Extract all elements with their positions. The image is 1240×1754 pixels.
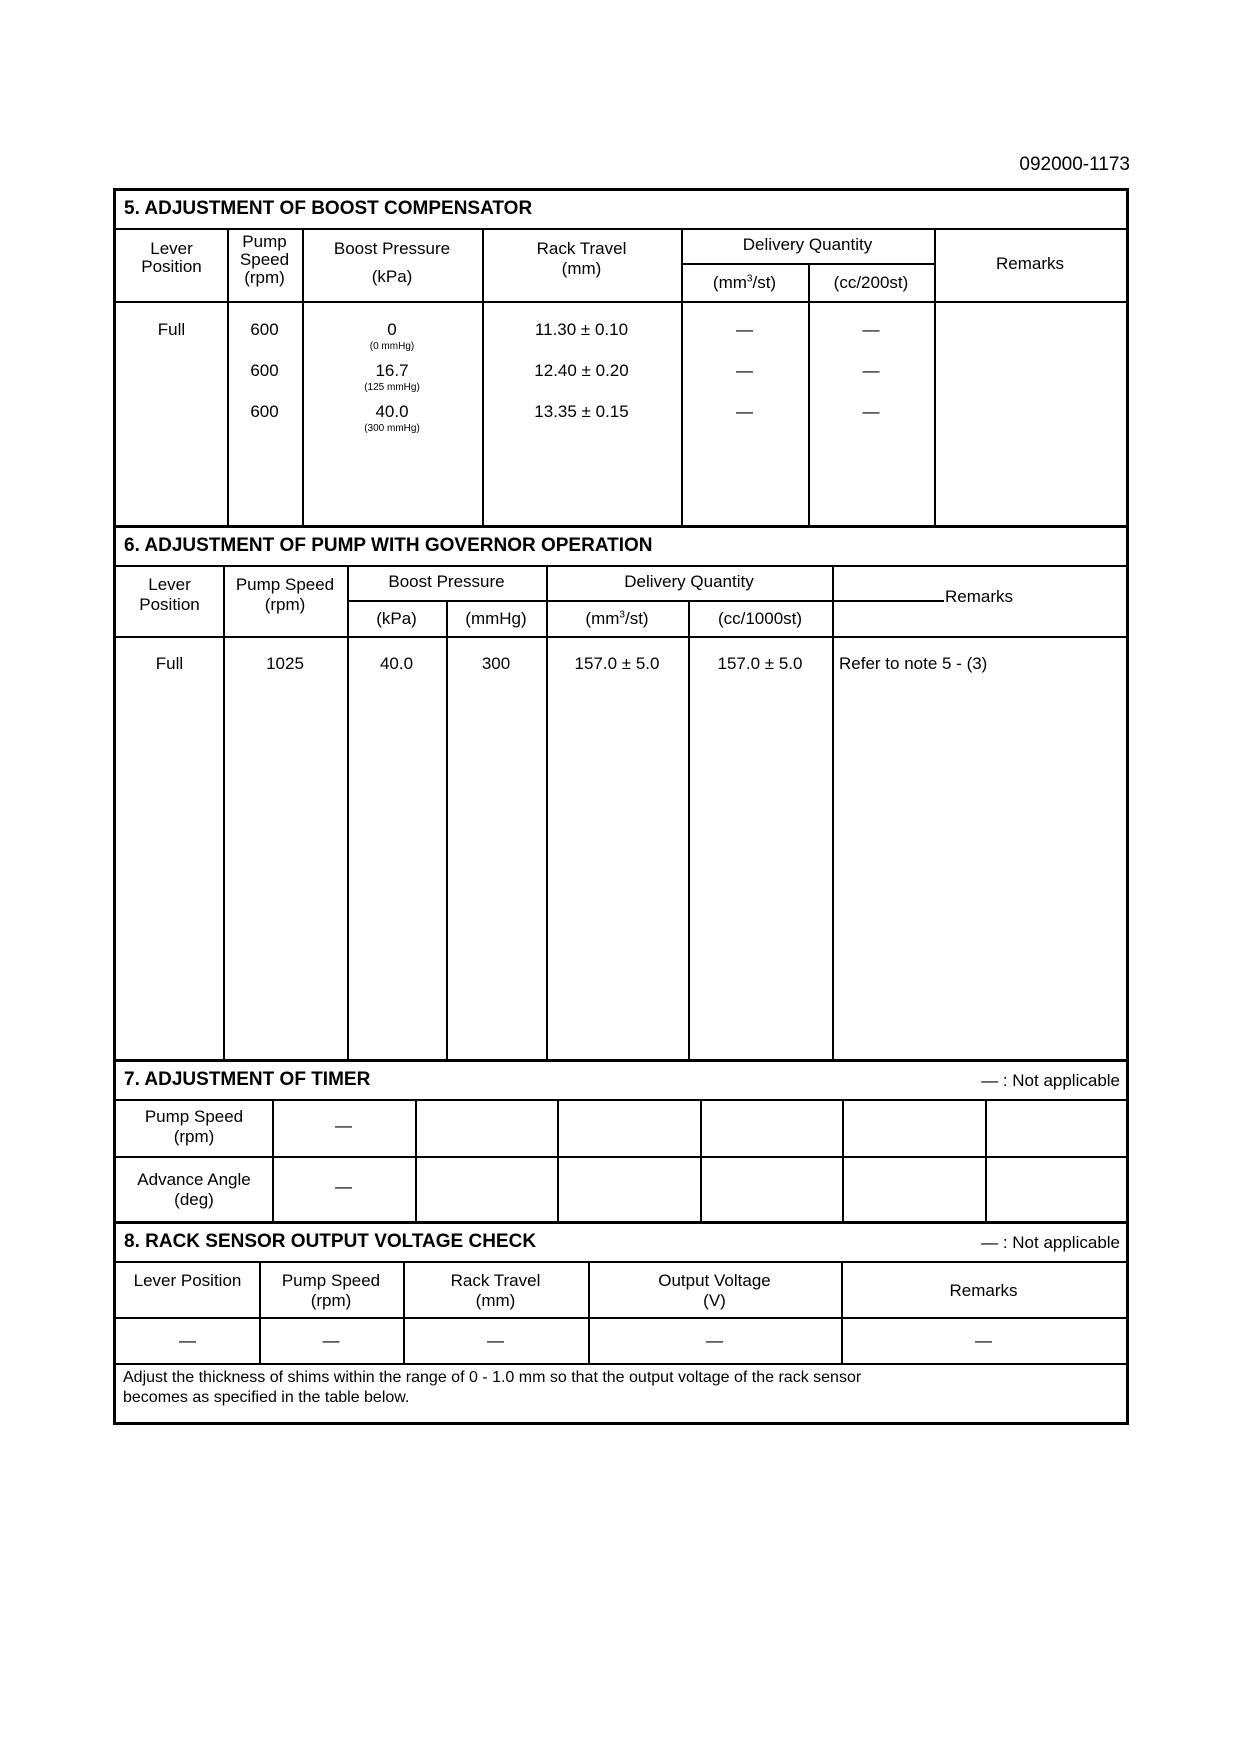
divider [832, 565, 834, 1059]
cell-pump-speed: — [322, 1331, 340, 1350]
header-delivery-quantity: Delivery Quantity [742, 235, 873, 254]
divider [415, 1099, 417, 1221]
cell-rack: 11.30 ± 0.10 [534, 320, 629, 339]
header-remarks: Remarks [949, 1281, 1018, 1300]
divider [116, 1317, 1126, 1319]
header-pump-speed: Pump Speed (rpm) [239, 232, 290, 287]
section-title: 6. ADJUSTMENT OF PUMP WITH GOVERNOR OPERATION [124, 535, 653, 556]
cell-remarks: Refer to note 5 - (3) [839, 654, 988, 673]
cell-rack-travel: — [487, 1331, 504, 1350]
document-number: 092000-1173 [1019, 154, 1130, 175]
header-pump-speed: Pump Speed (rpm) [235, 575, 335, 614]
header-remarks: Remarks [944, 587, 1013, 606]
note-text: Adjust the thickness of shims within the range of 0 - 1.0 mm so that the output voltage of the rack sensor becomes as specified in the table below. [123, 1369, 862, 1406]
section-boost-compensator [116, 191, 1126, 528]
cell-boost-mmhg: (0 mmHg) [369, 341, 415, 352]
divider [223, 565, 225, 1059]
cell-dq2: — [862, 361, 880, 380]
divider [116, 1363, 1126, 1365]
cell-lever: Full [157, 320, 186, 339]
divider [808, 263, 810, 525]
cell-dq2: 157.0 ± 5.0 [717, 654, 803, 673]
divider [116, 1156, 1126, 1158]
cell-speed: 600 [250, 402, 279, 421]
cell-boost-mmhg: (300 mmHg) [364, 423, 420, 434]
cell-lever: Full [155, 654, 184, 673]
header-pump-speed: Pump Speed (rpm) [281, 1271, 381, 1310]
cell-output-voltage: — [706, 1331, 723, 1350]
header-output-voltage: Output Voltage (V) [658, 1271, 771, 1310]
header-dq-mm3: $(mm^3/st)$ [585, 609, 649, 628]
divider [700, 1099, 702, 1221]
cell-speed: 600 [250, 361, 279, 380]
cell-mmhg: 300 [481, 654, 511, 673]
cell-boost-mmhg: (125 mmHg) [364, 382, 420, 393]
row-label-pump-speed: Pump Speed (rpm) [144, 1107, 244, 1146]
cell-dq1: 157.0 ± 5.0 [574, 654, 660, 673]
section-timer [116, 1062, 1126, 1224]
row-label-advance-angle: Advance Angle (deg) [137, 1170, 251, 1209]
cell-pump-speed: — [335, 1116, 352, 1135]
cell-dq2: — [862, 320, 880, 339]
section-rack-sensor [116, 1224, 1126, 1422]
header-rack-travel: Rack Travel (mm) [450, 1271, 541, 1310]
cell-rack: 12.40 ± 0.20 [534, 361, 629, 380]
cell-dq1: — [736, 320, 753, 339]
cell-speed: 600 [250, 320, 279, 339]
header-kpa: (kPa) [376, 609, 417, 628]
section-governor-operation [116, 528, 1126, 1062]
header-mmhg: (mmHg) [465, 609, 527, 628]
specification-sheet [113, 188, 1129, 1425]
header-dq-cc: (cc/200st) [833, 273, 909, 292]
divider [116, 301, 1126, 303]
divider [116, 1099, 1126, 1101]
divider [557, 1099, 559, 1221]
divider [985, 1099, 987, 1221]
cell-advance-angle: — [335, 1177, 352, 1196]
header-lever: Lever Position [141, 239, 202, 276]
cell-dq2: — [862, 402, 880, 421]
cell-rack: 13.35 ± 0.15 [534, 402, 629, 421]
cell-lever-position: — [179, 1331, 196, 1350]
section-title: 5. ADJUSTMENT OF BOOST COMPENSATOR [124, 198, 533, 219]
header-remarks: Remarks [995, 254, 1064, 273]
header-boost-pressure: Boost Pressure (kPa) [333, 239, 451, 286]
divider [546, 565, 548, 1059]
header-lever: Lever Position [139, 575, 200, 614]
divider [116, 565, 1126, 567]
not-applicable-note: — : Not applicable [981, 1071, 1120, 1090]
header-boost-pressure: Boost Pressure [388, 572, 505, 591]
divider [116, 1261, 1126, 1263]
cell-dq1: — [736, 361, 753, 380]
divider [116, 636, 1126, 638]
divider [347, 565, 349, 1059]
cell-kpa: 40.0 [379, 654, 414, 673]
cell-speed: 1025 [266, 654, 304, 673]
header-dq-mm3: $(mm^3/st)$ [712, 273, 777, 292]
header-rack-travel: Rack Travel (mm) [536, 239, 627, 278]
section-title: 7. ADJUSTMENT OF TIMER [124, 1069, 371, 1090]
divider [842, 1099, 844, 1221]
cell-boost: 0 [387, 320, 397, 339]
header-delivery-quantity: Delivery Quantity [624, 572, 754, 591]
cell-boost: 16.7 [375, 361, 409, 380]
cell-boost: 40.0 [375, 402, 409, 421]
divider [116, 228, 1126, 230]
header-lever-position: Lever Position [133, 1271, 242, 1290]
cell-remarks: — [975, 1331, 992, 1350]
not-applicable-note: — : Not applicable [981, 1233, 1120, 1252]
cell-dq1: — [736, 402, 753, 421]
header-dq-cc: (cc/1000st) [717, 609, 803, 628]
section-title: 8. RACK SENSOR OUTPUT VOLTAGE CHECK [124, 1231, 537, 1252]
